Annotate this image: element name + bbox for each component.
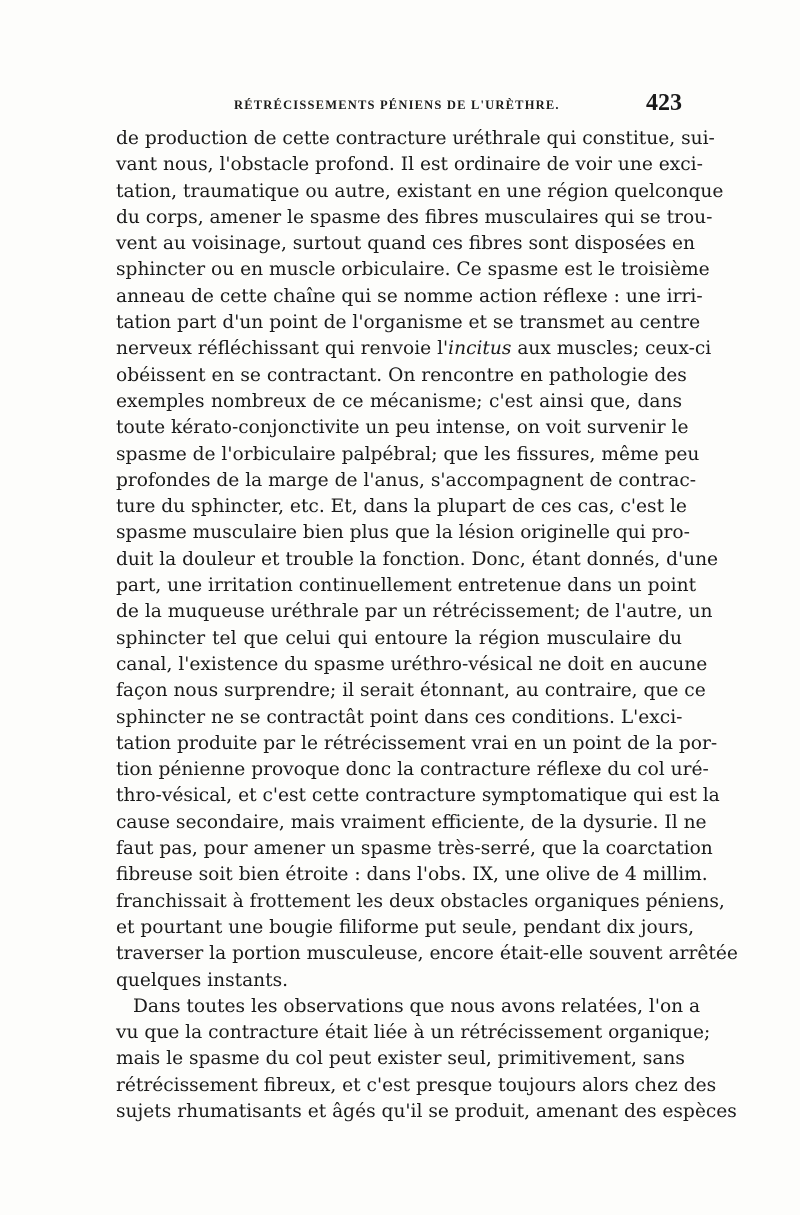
text-line: anneau de cette chaîne qui se nomme action réflexe : une irri-	[116, 285, 703, 307]
text-line: vant nous, l'obstacle profond. Il est ordinaire de voir une exci-	[116, 154, 703, 176]
text-line: et pourtant une bougie filiforme put seule, pendant dix jours,	[116, 916, 695, 938]
text-line: part, une irritation continuellement entretenue dans un point	[116, 575, 697, 597]
text-line: traverser la portion musculeuse, encore était-elle souvent arrêtée	[116, 943, 738, 965]
text-line: tion pénienne provoque donc la contracture réflexe du col uré-	[116, 759, 709, 781]
running-title: RÉTRÉCISSEMENTS PÉNIENS DE L'URÈTHRE.	[234, 98, 560, 112]
text-line: rétrécissement fibreux, et c'est presque toujours alors chez des	[116, 1074, 717, 1096]
text-line: duit la douleur et trouble la fonction. Donc, étant donnés, d'une	[116, 548, 719, 570]
text-line: franchissait à frottement les deux obstacles organiques péniens,	[116, 890, 725, 912]
text-line: de production de cette contracture uréthrale qui constitue, sui-	[116, 128, 715, 149]
text-line: cause secondaire, mais vraiment efficiente, de la dysurie. Il ne	[116, 811, 707, 833]
page-number: 423	[646, 90, 682, 116]
text-line: Dans toutes les observations que nous avons relatées, l'on a	[133, 995, 701, 1017]
text-line: du corps, amener le spasme des fibres musculaires qui se trou-	[116, 206, 713, 228]
paragraph-1	[116, 126, 738, 994]
text-line: sphincter tel que celui qui entoure la région musculaire du	[116, 627, 682, 649]
text-line: exemples nombreux de ce mécanisme; c'est ainsi que, dans	[116, 390, 682, 412]
text-line: vent au voisinage, surtout quand ces fibres sont disposées en	[116, 233, 696, 255]
text-line: canal, l'existence du spasme uréthro-vésical ne doit en aucune	[116, 653, 708, 675]
text-line: quelques instants.	[116, 969, 289, 991]
text-line: ture du sphincter, etc. Et, dans la plupart de ces cas, c'est le	[116, 496, 687, 518]
text-line: mais le spasme du col peut exister seul, primitivement, sans	[116, 1048, 685, 1070]
text-line: tation, traumatique ou autre, existant en une région quelconque	[116, 180, 724, 202]
text-line: sphincter ne se contractât point dans ces conditions. L'exci-	[116, 706, 683, 728]
text-line: tation produite par le rétrécissement vrai en un point de la por-	[116, 732, 718, 754]
text-line: fibreuse soit bien étroite : dans l'obs. IX, une olive de 4 millim.	[116, 864, 708, 886]
text-line: sujets rhumatisants et âgés qu'il se produit, amenant des espèces	[116, 1100, 737, 1122]
paragraph-2	[116, 994, 737, 1125]
text-line: façon nous surprendre; il serait étonnant, au contraire, que ce	[116, 680, 706, 702]
running-head	[116, 90, 682, 118]
text-line: vu que la contracture était liée à un rétrécissement organique;	[116, 1022, 711, 1044]
body-text	[116, 126, 738, 1125]
text-line: tation part d'un point de l'organisme et se transmet au centre	[116, 312, 701, 334]
text-line: spasme de l'orbiculaire palpébral; que les fissures, même peu	[116, 443, 700, 465]
text-line: toute kérato-conjonctivite un peu intense, on voit survenir le	[116, 417, 689, 439]
text-line: obéissent en se contractant. On rencontre en pathologie des	[116, 364, 687, 386]
text-line: de la muqueuse uréthrale par un rétrécissement; de l'autre, un	[116, 601, 713, 623]
text-line: sphincter ou en muscle orbiculaire. Ce spasme est le troisième	[116, 259, 710, 281]
text-line: nerveux réfléchissant qui renvoie l'incitus aux muscles; ceux-ci	[116, 338, 712, 360]
text-line: profondes de la marge de l'anus, s'accompagnent de contrac-	[116, 469, 697, 491]
text-line: thro-vésical, et c'est cette contracture symptomatique qui est la	[116, 785, 720, 807]
text-line: spasme musculaire bien plus que la lésion originelle qui pro-	[116, 522, 690, 544]
text-line: faut pas, pour amener un spasme très-serré, que la coarctation	[116, 838, 713, 860]
